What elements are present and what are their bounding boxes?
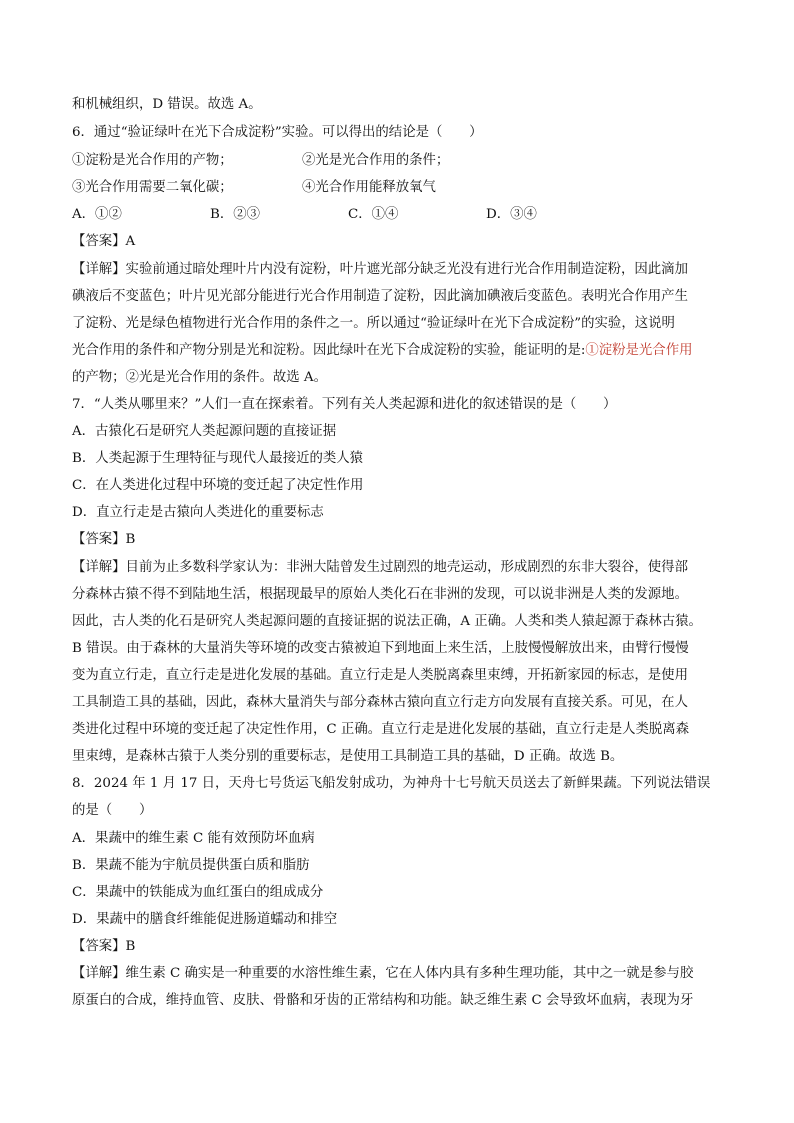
option-b: B．人类起源于生理特征与现代人最接近的类人猿 xyxy=(72,451,364,466)
explanation-line: 类进化过程中环境的变迁起了决定性作用，C 正确。直立行走是进化发展的基础，直立行走是人类脱离森 xyxy=(72,722,690,737)
option-a: A．①② xyxy=(72,207,122,222)
option-b: B．果蔬不能为宇航员提供蛋白质和脂肪 xyxy=(72,858,310,873)
option-a: A．古猿化石是研究人类起源问题的直接证据 xyxy=(72,424,337,439)
explanation-line: 【详解】实验前通过暗处理叶片内没有淀粉，叶片遮光部分缺乏光没有进行光合作用制造淀粉，因此滴加 xyxy=(72,262,688,277)
option-d: D．直立行走是古猿向人类进化的重要标志 xyxy=(72,505,324,520)
explanation-line: 的产物；②光是光合作用的条件。故选 A。 xyxy=(72,370,327,385)
option-c: C．①④ xyxy=(348,207,399,222)
explanation-text: 光合作用的条件和产物分别是光和淀粉。因此绿叶在光下合成淀粉的实验，能证明的是: xyxy=(72,343,586,358)
explanation-line: 里束缚，是森林古猿于人类分别的重要标志，是使用工具制造工具的基础，D 正确。故选 B。 xyxy=(72,749,624,764)
explanation-line xyxy=(72,341,692,361)
question-7-answer: 【答案】B xyxy=(72,532,136,547)
explanation-line: 碘液后不变蓝色；叶片见光部分能进行光合作用制造了淀粉，因此滴加碘液后变蓝色。表明光合作用产生 xyxy=(72,289,688,304)
question-6-options xyxy=(72,205,537,225)
explanation-line: 工具制造工具的基础，因此，森林大量消失与部分森林古猿向直立行走方向发展有直接关系。可见，在人 xyxy=(72,695,688,710)
option-b: B．②③ xyxy=(210,207,261,222)
question-8-answer: 【答案】B xyxy=(72,939,136,954)
option-a: A．果蔬中的维生素 C 能有效预防坏血病 xyxy=(72,831,315,846)
question-6-statements-row-2 xyxy=(72,178,436,198)
question-6-answer: 【答案】A xyxy=(72,234,136,249)
statement-2: ②光是光合作用的条件； xyxy=(302,153,450,168)
option-d: D．③④ xyxy=(486,207,537,222)
statement-4: ④光合作用能释放氧气 xyxy=(302,180,436,195)
option-c: C．果蔬中的铁能成为血红蛋白的组成成分 xyxy=(72,885,324,900)
option-c: C．在人类进化过程中环境的变迁起了决定性作用 xyxy=(72,478,364,493)
explanation-line: B 错误。由于森林的大量消失等环境的改变古猿被迫下到地面上来生活，上肢慢慢解放出来，由臂行慢慢 xyxy=(72,641,689,656)
explanation-line: 【详解】目前为止多数科学家认为：非洲大陆曾发生过剧烈的地壳运动，形成剧烈的东非大裂谷，使得部 xyxy=(72,560,688,575)
explanation-line: 原蛋白的合成，维持血管、皮肤、骨骼和牙齿的正常结构和功能。缺乏维生素 C 会导致坏血病，表现为牙 xyxy=(72,993,694,1008)
explanation-line: 变为直立行走，直立行走是进化发展的基础。直立行走是人类脱离森里束缚，开拓新家园的标志，是使用 xyxy=(72,668,688,683)
explanation-line: 因此，古人类的化石是研究人类起源问题的直接证据的说法正确，A 正确。人类和类人猿起源于森林古猿。 xyxy=(72,614,702,629)
question-8-stem-cont: 的是（ ） xyxy=(72,803,153,818)
question-8-stem: 8．2024 年 1 月 17 日，天舟七号货运飞船发射成功，为神舟十七号航天员送去了新鲜果蔬。下列说法错误 xyxy=(72,776,711,791)
option-d: D．果蔬中的膳食纤维能促进肠道蠕动和排空 xyxy=(72,912,338,927)
text-line: 和机械组织，D 错误。故选 A。 xyxy=(72,97,262,112)
explanation-line: 【详解】维生素 C 确实是一种重要的水溶性维生素，它在人体内具有多种生理功能，其中之一就是参与胶 xyxy=(72,966,694,981)
statement-3: ③光合作用需要二氧化碳； xyxy=(72,180,233,195)
question-6-stem: 6．通过“验证绿叶在光下合成淀粉”实验。可以得出的结论是（ ） xyxy=(72,125,483,140)
explanation-line: 分森林古猿不得不到陆地生活，根据现最早的原始人类化石在非洲的发现，可以说非洲是人类的发源地。 xyxy=(72,587,688,602)
explanation-line: 了淀粉、光是绿色植物进行光合作用的条件之一。所以通过“验证绿叶在光下合成淀粉”的实验，这说明 xyxy=(72,316,675,331)
question-7-stem: 7．“人类从哪里来？”人们一直在探索着。下列有关人类起源和进化的叙述错误的是（ ） xyxy=(72,397,617,412)
highlighted-text: ①淀粉是光合作用 xyxy=(585,343,693,358)
statement-1: ①淀粉是光合作用的产物； xyxy=(72,153,233,168)
question-6-statements-row-1 xyxy=(72,151,449,171)
